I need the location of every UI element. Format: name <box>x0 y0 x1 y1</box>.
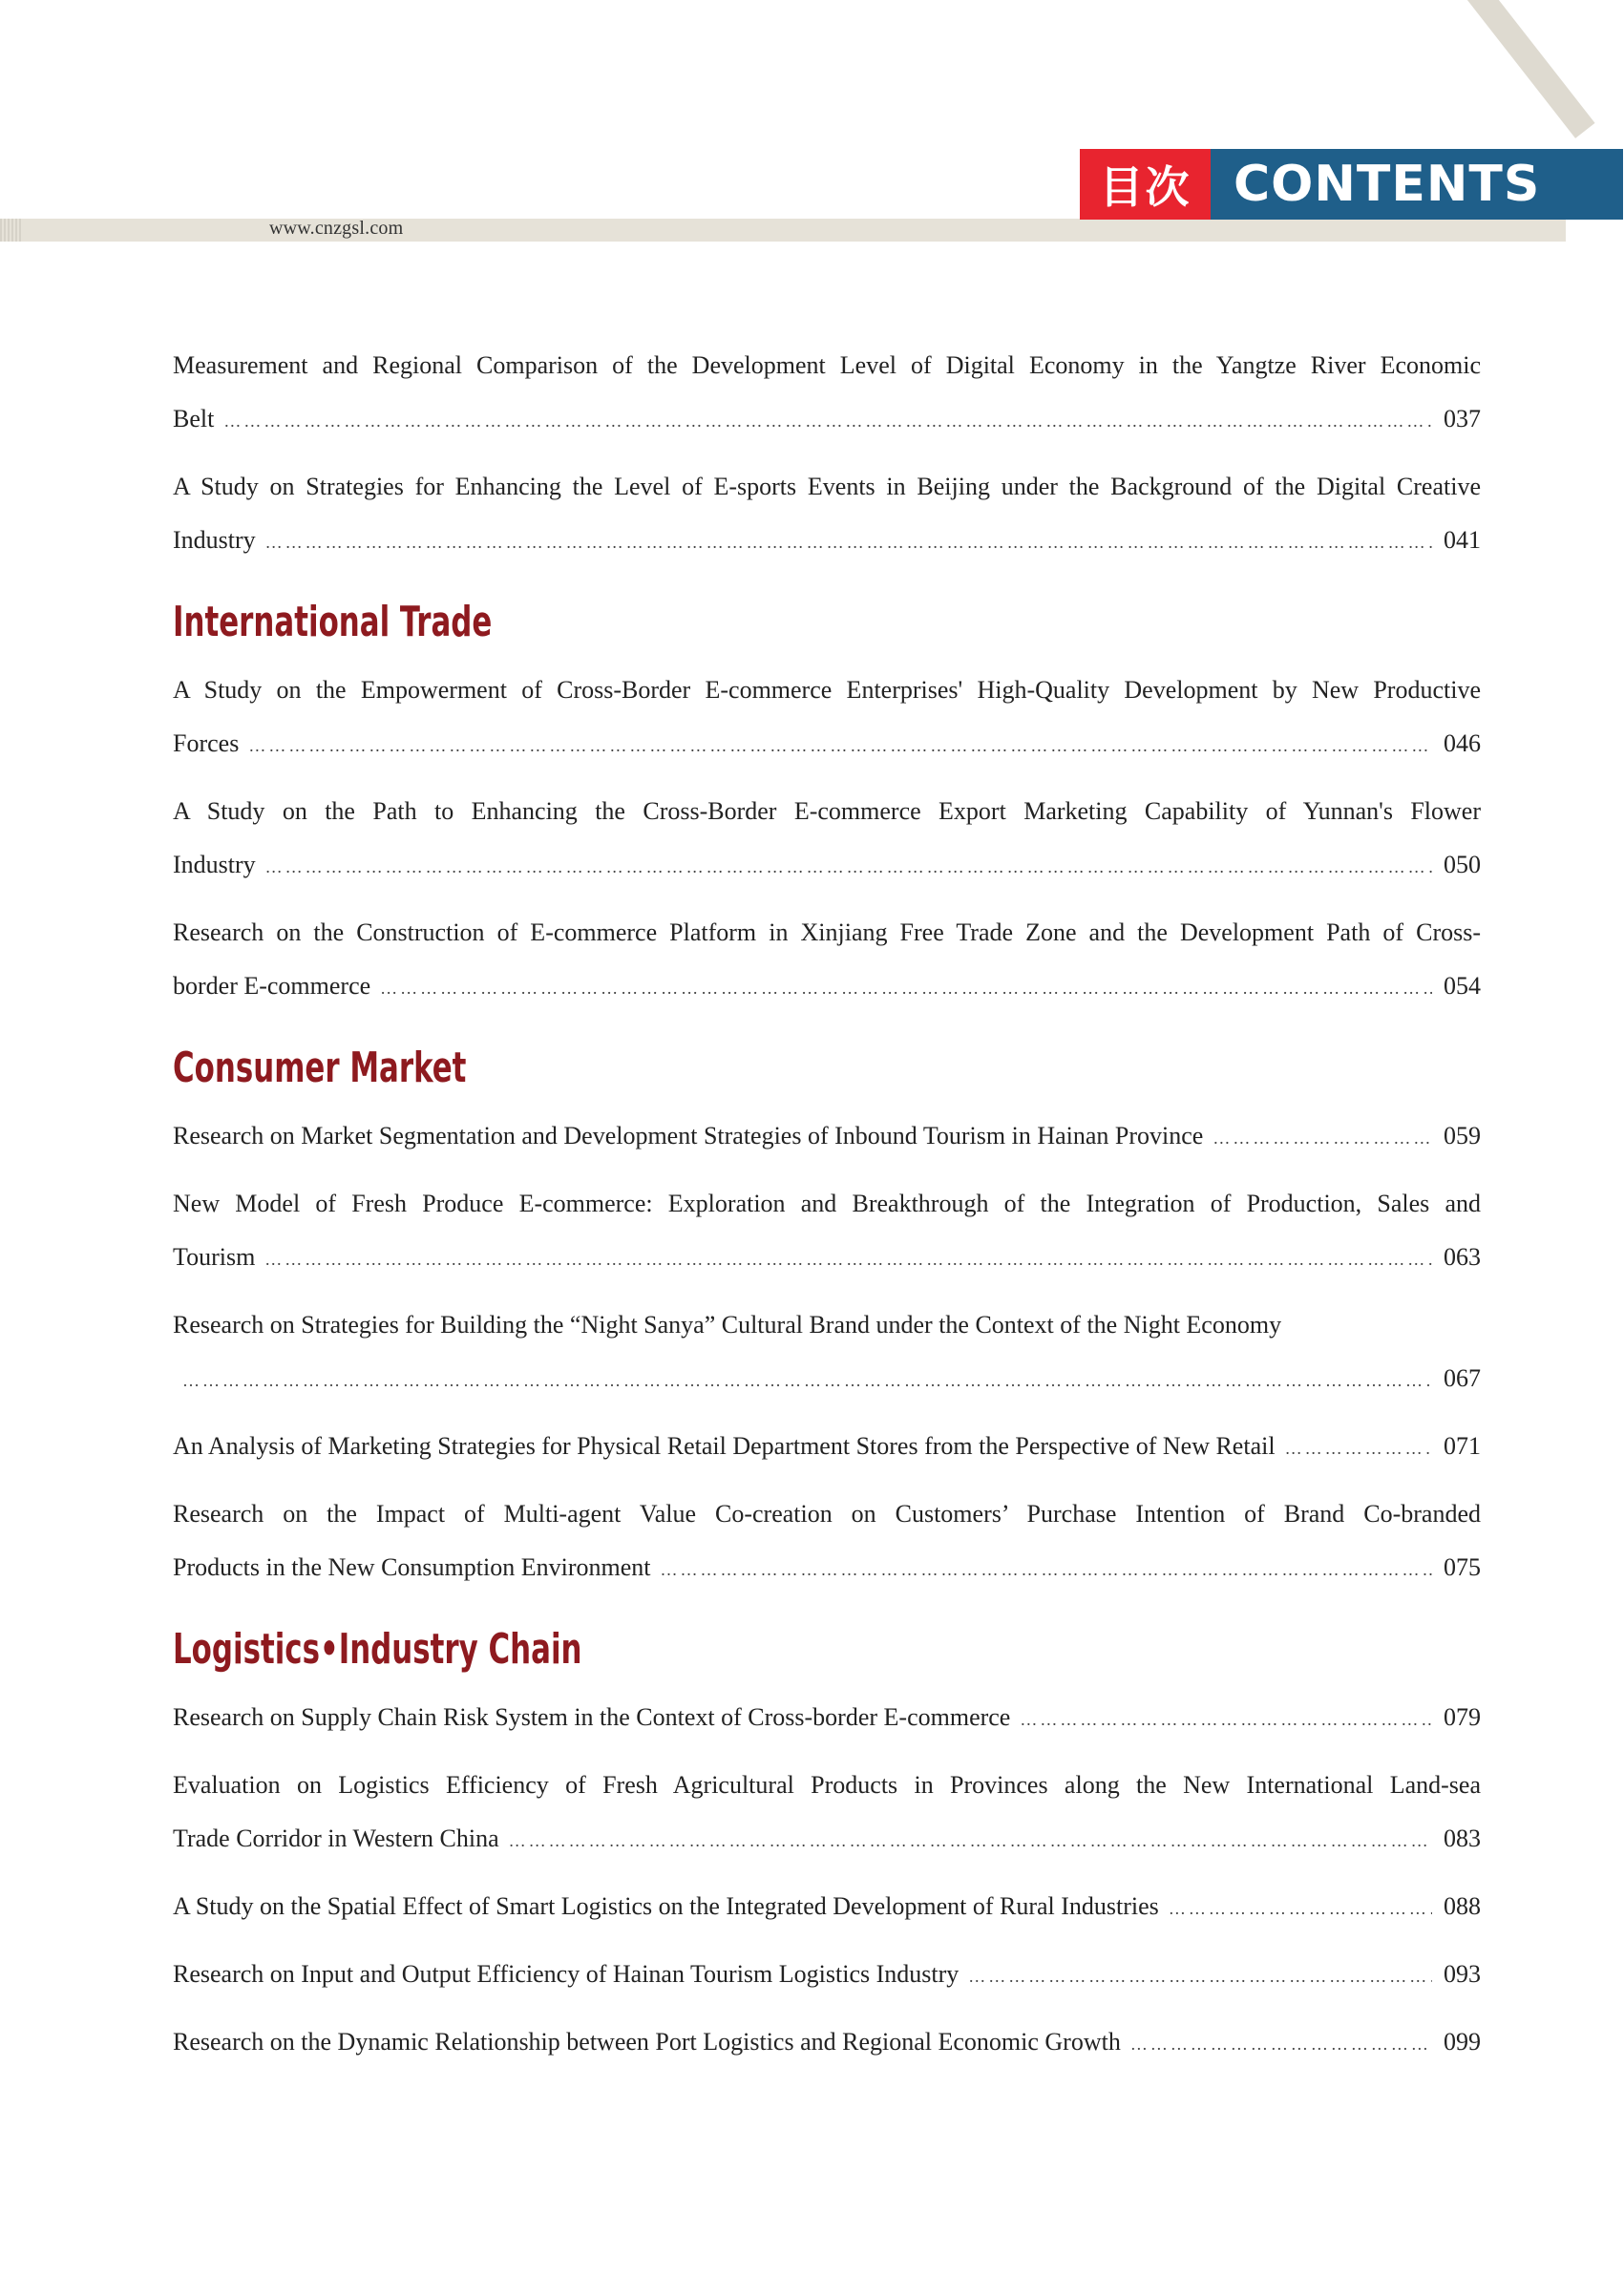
page-number: 067 <box>1444 1364 1481 1392</box>
toc-entry-title: Research on the Construction of E-commerce Platform in Xinjiang Free Trade Zone and the Development Path of Cross- <box>173 918 1481 946</box>
toc-entry-row <box>173 392 1481 446</box>
toc-entry-title: Measurement and Regional Comparison of the Development Level of Digital Economy in the Yangtze River Economic <box>173 351 1481 379</box>
toc-entry-title-end: Research on Supply Chain Risk System in the Context of Cross-border E-commerce <box>173 1703 1011 1731</box>
toc-entry[interactable] <box>173 1177 1481 1284</box>
dot-leader <box>264 1233 1432 1286</box>
dot-leader <box>265 840 1432 894</box>
chinese-title: 目次 <box>1080 149 1211 220</box>
toc-entry[interactable] <box>173 906 1481 1013</box>
toc-entry[interactable] <box>173 1109 1481 1163</box>
dot-leader <box>1285 1422 1432 1475</box>
header-band <box>0 219 1566 242</box>
page-number: 037 <box>1444 405 1481 432</box>
page-number: 059 <box>1444 1122 1481 1150</box>
page-number: 041 <box>1444 526 1481 554</box>
toc-entry-title: New Model of Fresh Produce E-commerce: Exploration and Breakthrough of the Integration of Production, Sales and <box>173 1190 1481 1217</box>
dot-leader <box>1169 1882 1432 1935</box>
toc-entry-row <box>173 1109 1481 1163</box>
dot-leader <box>182 1354 1432 1407</box>
toc-entry[interactable] <box>173 1487 1481 1594</box>
toc-entry-row <box>173 1541 1481 1594</box>
dot-leader <box>248 719 1432 772</box>
page-number: 083 <box>1444 1825 1481 1852</box>
page-number: 093 <box>1444 1960 1481 1988</box>
toc-entry-title-end: Tourism <box>173 1243 256 1271</box>
page-number: 088 <box>1444 1892 1481 1920</box>
toc-entry-title-end: Research on the Dynamic Relationship between Port Logistics and Regional Economic Growth <box>173 2028 1121 2056</box>
toc-entry-row <box>173 838 1481 892</box>
contents-header <box>1080 149 1623 220</box>
page-number: 071 <box>1444 1432 1481 1460</box>
toc-entry-title-end: Industry <box>173 851 256 878</box>
toc-entry-title: A Study on Strategies for Enhancing the Level of E-sports Events in Beijing under the Background of the Digital Creative <box>173 473 1481 500</box>
toc-entry-title: Research on the Impact of Multi-agent Value Co-creation on Customers’ Purchase Intention of Brand Co-branded <box>173 1500 1481 1528</box>
toc-entry-row <box>173 717 1481 770</box>
page-number: 063 <box>1444 1243 1481 1271</box>
page-number: 075 <box>1444 1553 1481 1581</box>
section-heading: Consumer Market <box>173 1044 467 1092</box>
header-band-edge <box>0 219 23 242</box>
toc-entry[interactable] <box>173 460 1481 567</box>
toc-entry-row <box>173 1420 1481 1473</box>
toc-entry-row <box>173 960 1481 1013</box>
section-heading: International Trade <box>173 598 493 646</box>
toc-entry[interactable] <box>173 1420 1481 1473</box>
toc-entry-row <box>173 1948 1481 2001</box>
toc-entry-row <box>173 514 1481 567</box>
dot-leader <box>660 1543 1432 1596</box>
toc-entry[interactable] <box>173 785 1481 892</box>
toc-entry[interactable] <box>173 664 1481 770</box>
dot-leader <box>223 394 1432 448</box>
toc-entry-title-end: Research on Input and Output Efficiency of Hainan Tourism Logistics Industry <box>173 1960 960 1988</box>
toc-entry-title-end: Products in the New Consumption Environment <box>173 1553 651 1581</box>
page-number: 046 <box>1444 729 1481 757</box>
dot-leader <box>1130 2017 1432 2071</box>
toc-entry[interactable] <box>173 1948 1481 2001</box>
page-number: 079 <box>1444 1703 1481 1731</box>
dot-leader <box>265 516 1432 569</box>
decorative-diagonal-stripe <box>1423 0 1595 138</box>
toc-entry-row <box>173 2015 1481 2069</box>
toc-entry-title-end: Forces <box>173 729 240 757</box>
toc-entry-title-end: An Analysis of Marketing Strategies for Physical Retail Department Stores from the Perspective of New Retail <box>173 1432 1276 1460</box>
toc-entry[interactable] <box>173 1298 1481 1405</box>
toc-entry[interactable] <box>173 1691 1481 1744</box>
toc-entry-title: A Study on the Empowerment of Cross-Border E-commerce Enterprises' High-Quality Development by New Productive <box>173 676 1481 704</box>
toc-entry-title-end: Trade Corridor in Western China <box>173 1825 499 1852</box>
toc-entry-row <box>173 1880 1481 1933</box>
toc-entry-row <box>173 1352 1481 1405</box>
table-of-contents <box>173 339 1481 2083</box>
toc-entry-title: A Study on the Path to Enhancing the Cross-Border E-commerce Export Marketing Capability of Yunnan's Flower <box>173 797 1481 825</box>
toc-entry-title-end: A Study on the Spatial Effect of Smart Logistics on the Integrated Development of Rural Industries <box>173 1892 1159 1920</box>
website-url: www.cnzgsl.com <box>269 218 404 239</box>
toc-entry[interactable] <box>173 1880 1481 1933</box>
toc-entry-title: Research on Strategies for Building the “Night Sanya” Cultural Brand under the Context of the Night Economy <box>173 1311 1282 1339</box>
toc-entry[interactable] <box>173 339 1481 446</box>
dot-leader <box>509 1814 1432 1867</box>
page-number: 050 <box>1444 851 1481 878</box>
toc-entry-title-end: border E-commerce <box>173 972 371 1000</box>
dot-leader <box>968 1950 1432 2003</box>
toc-entry-title: Evaluation on Logistics Efficiency of Fresh Agricultural Products in Provinces along the New International Land-sea <box>173 1771 1481 1799</box>
toc-entry[interactable] <box>173 1759 1481 1866</box>
toc-entry[interactable] <box>173 2015 1481 2069</box>
toc-entry-title-end: Research on Market Segmentation and Development Strategies of Inbound Tourism in Hainan Province <box>173 1122 1204 1150</box>
english-title: CONTENTS <box>1211 149 1623 220</box>
dot-leader <box>1020 1693 1432 1746</box>
dot-leader <box>1213 1111 1432 1165</box>
toc-entry-row <box>173 1812 1481 1866</box>
toc-entry-row <box>173 1231 1481 1284</box>
toc-entry-row <box>173 1691 1481 1744</box>
page-number: 054 <box>1444 972 1481 1000</box>
section-heading: Logistics•Industry Chain <box>173 1625 582 1674</box>
toc-entry-title-end: Belt <box>173 405 215 432</box>
dot-leader <box>380 961 1432 1015</box>
page-number: 099 <box>1444 2028 1481 2056</box>
toc-entry-title-end: Industry <box>173 526 256 554</box>
